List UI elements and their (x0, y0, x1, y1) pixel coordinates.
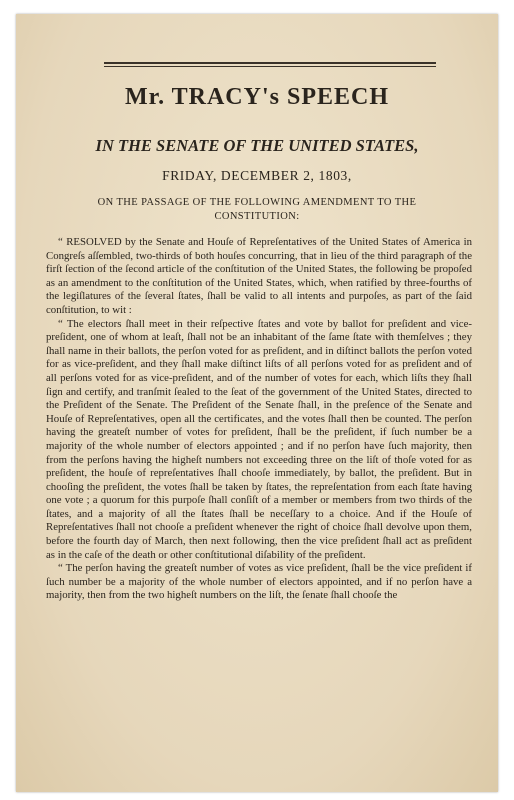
document-page (16, 14, 498, 792)
page-subtitle: IN THE SENATE OF THE UNITED STATES, (95, 136, 419, 155)
paragraph-resolution: “ RESOLVED by the Senate and Houſe of Repreſentatives of the United States of America in Congreſs aſſembled, two-thirds of both houſes concurring, that in lieu of the third paragraph of the firſt ſection of the ſecond article of the conſtitution of the United States, the following be propoſed as an amendment to the conſtitution of the United States, which, when ratified by three-fourths of the legiſlatures of the ſeveral ſtates, ſhall be valid to all intents and purpoſes, as part of the ſaid conſtitution, to wit : (46, 236, 472, 316)
date-line: FRIDAY, DECEMBER 2, 1803, (162, 168, 352, 183)
top-rule (104, 62, 436, 67)
paragraph-vice-president: “ The perſon having the greateſt number of votes as vice preſident, ſhall be the vice preſident if ſuch number be a majority of the whole number of electors appointed, and if no perſon have a majority, then from the two higheſt numbers on the liſt, the ſenate ſhall chooſe the (46, 562, 472, 602)
paragraph-electors: “ The electors ſhall meet in their reſpective ſtates and vote by ballot for preſident and vice-preſident, one of whom at leaſt, ſhall not be an inhabitant of the ſame ſtate with themſelves ; they ſhall name in their ballots, the perſon voted for as preſident, and in diſtinct ballots the perſon voted for as vice-preſident, and they ſhall make diſtinct liſts of all perſons voted for as preſident and of all perſons voted for as vice-preſident, and of the number of votes for each, which liſts they ſhall ſign and certify, and tranſmit ſealed to the ſeat of the government of the United States, directed to the Preſident of the Senate. The Preſident of the Senate ſhall, in the preſence of the Senate and Houſe of Repreſentatives, open all the certificates, and the votes ſhall then be counted. The perſon having the greateſt number of votes for preſident, ſhall be the preſident, if ſuch number be a majority of the whole number of electors appointed ; and if no perſon have ſuch majority, then from the perſons having the higheſt numbers not exceeding three on the liſt of thoſe voted for as preſident, the houſe of repreſentatives ſhall chooſe immediately, by ballot, the preſident. But in chooſing the preſident, the votes ſhall be taken by ſtates, the repreſentation from each ſtate having one vote ; a quorum for this purpoſe ſhall conſiſt of a member or members from two thirds of the ſtates, and a majority of all the ſtates ſhall be neceſſary to a choice. And if the Houſe of Repreſentatives ſhall not chooſe a preſident whenever the right of choice ſhall devolve upon them, before the fourth day of March, then next following, then the vice preſident ſhall act as preſident as in the caſe of the death or other conſtitutional diſability of the preſident. (46, 317, 472, 561)
page-title: Mr. TRACY's SPEECH (124, 84, 390, 110)
body-text (46, 236, 472, 603)
occasion-heading: ON THE PASSAGE OF THE FOLLOWING AMENDMENT TO THE CONSTITUTION: (97, 197, 417, 222)
